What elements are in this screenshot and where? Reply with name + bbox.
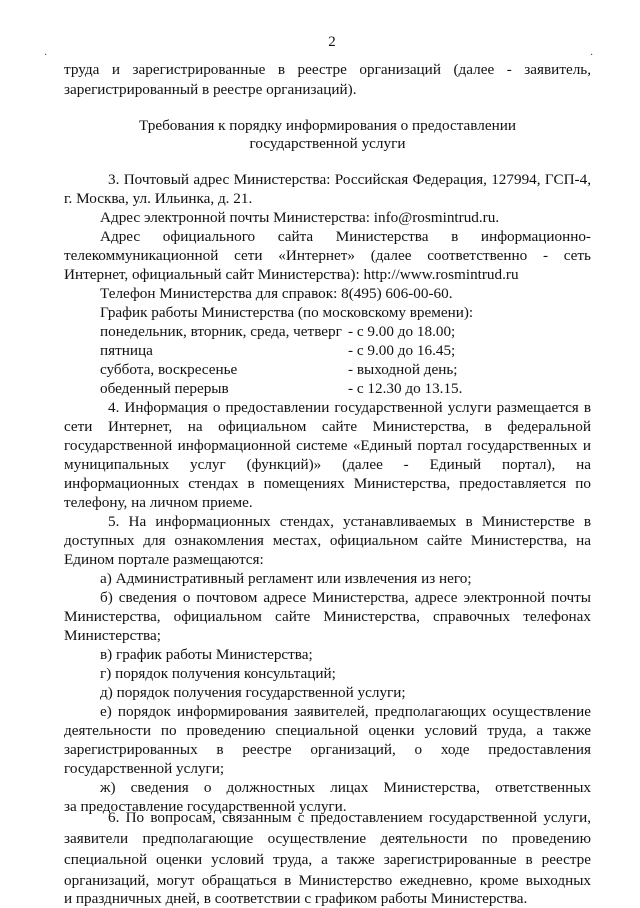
paragraph-3-line: телекоммуникационной сети «Интернет» (далее соответственно - сеть <box>64 247 591 264</box>
schedule-hours: - с 9.00 до 16.45; <box>348 342 456 359</box>
paragraph-3-line: Интернет, официальный сайт Министерства): http://www.rosmintrud.ru <box>64 266 519 283</box>
paragraph-4-line: муниципальных услуг (функций)» (далее - Единый портал), на <box>64 456 591 473</box>
paragraph-4-line: государственной информационной системе «Единый портал государственных и <box>64 437 591 454</box>
paragraph-6-line: организаций, могут обращаться в Министерство ежедневно, кроме выходных <box>64 872 591 889</box>
schedule-hours: - с 9.00 до 18.00; <box>348 323 456 340</box>
paragraph-5-line: 5. На информационных стендах, устанавливаемых в Министерстве в <box>108 513 591 530</box>
paragraph-5-line: зарегистрированных в реестре организаций, о ходе предоставления <box>64 741 591 758</box>
paragraph-3-line: Адрес официального сайта Министерства в информационно- <box>100 228 591 245</box>
schedule-days: обеденный перерыв <box>100 380 229 397</box>
paragraph-4-line: информационных стендах в помещениях Министерства, предоставляется по <box>64 475 591 492</box>
schedule-days: пятница <box>100 342 153 359</box>
paragraph-3-line: Телефон Министерства для справок: 8(495) 606-00-60. <box>100 285 453 302</box>
paragraph-5-line: Министерства; <box>64 627 161 644</box>
paragraph-5-line: Министерства, официальном сайте Министерства, справочных телефонах <box>64 608 591 625</box>
paragraph-6-line: 6. По вопросам, связанным с предоставлением государственной услуги, <box>108 809 591 826</box>
paragraph-5-line: за предоставление государственной услуги. <box>64 798 347 815</box>
intro-line: зарегистрированный в реестре организаций). <box>64 81 357 98</box>
paragraph-5-line: доступных для ознакомления местах, официальном сайте Министерства, на <box>64 532 591 549</box>
paragraph-6-line: специальной оценки условий труда, а также зарегистрированные в реестре <box>64 851 591 868</box>
paragraph-3-line: 3. Почтовый адрес Министерства: Российская Федерация, 127994, ГСП-4, <box>108 171 591 188</box>
paragraph-3-line: г. Москва, ул. Ильинка, д. 21. <box>64 190 253 207</box>
intro-line: труда и зарегистрированные в реестре организаций (далее - заявитель, <box>64 61 591 78</box>
schedule-hours: - выходной день; <box>348 361 458 378</box>
paragraph-4-line: сети Интернет, на официальном сайте Министерства, в федеральной <box>64 418 591 435</box>
schedule-hours: - с 12.30 до 13.15. <box>348 380 463 397</box>
schedule-days: понедельник, вторник, среда, четверг <box>100 323 342 340</box>
paragraph-3-line: График работы Министерства (по московскому времени): <box>100 304 474 321</box>
paragraph-5-line: а) Административный регламент или извлечения из него; <box>100 570 472 587</box>
paragraph-5-line: в) график работы Министерства; <box>100 646 313 663</box>
paragraph-5-line: государственной услуги; <box>64 760 225 777</box>
paragraph-4-line: телефону, на личном приеме. <box>64 494 253 511</box>
paragraph-6-line: и праздничных дней, в соответствии с графиком работы Министерства. <box>64 890 528 907</box>
paragraph-5-line: г) порядок получения консультаций; <box>100 665 336 682</box>
page-number: 2 <box>328 34 336 50</box>
paragraph-5-line: б) сведения о почтовом адресе Министерства, адресе электронной почты <box>100 589 591 606</box>
section-heading: Требования к порядку информирования о предоставлении <box>139 117 516 134</box>
paragraph-5-line: е) порядок информирования заявителей, предполагающих осуществление <box>100 703 591 720</box>
paragraph-4-line: 4. Информация о предоставлении государственной услуги размещается в <box>108 399 591 416</box>
scan-mark-right: · <box>590 50 594 61</box>
paragraph-5-line: ж) сведения о должностных лицах Министерства, ответственных <box>100 779 591 796</box>
paragraph-5-line: Едином портале размещаются: <box>64 551 264 568</box>
paragraph-3-line: Адрес электронной почты Министерства: info@rosmintrud.ru. <box>100 209 500 226</box>
schedule-days: суббота, воскресенье <box>100 361 238 378</box>
paragraph-5-line: д) порядок получения государственной услуги; <box>100 684 406 701</box>
scan-mark-left: · <box>44 50 48 61</box>
paragraph-6-line: заявители предполагающие осуществление деятельности по проведению <box>64 830 591 847</box>
section-heading: государственной услуги <box>249 135 406 152</box>
paragraph-5-line: деятельности по проведению специальной оценки условий труда, а также <box>64 722 591 739</box>
